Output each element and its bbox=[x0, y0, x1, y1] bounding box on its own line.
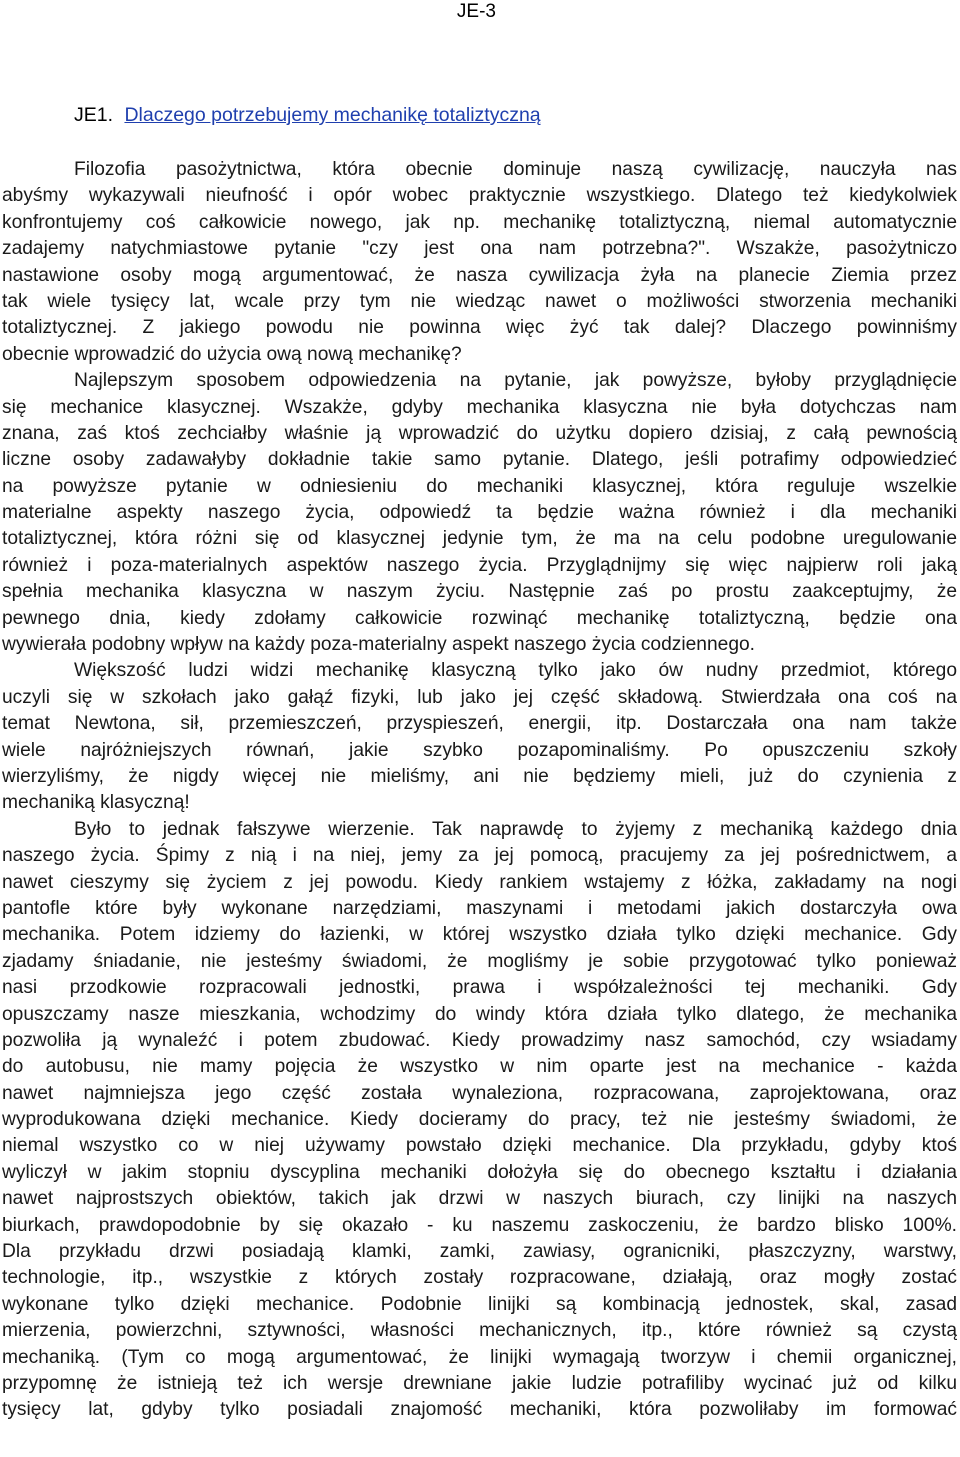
text-line: do autobusu, nie mamy pojęcia że wszystko w nim oparte jest na mechanice - każda bbox=[2, 1056, 957, 1078]
section-heading bbox=[74, 102, 954, 128]
text-line: niemal wszystko co w niej używamy powstało dzięki mechanice. Dla przykładu, gdyby ktoś bbox=[2, 1135, 957, 1157]
text-line: nawet najprostszych obiektów, takich jak drzwi w naszych biurach, czy linijki na naszych bbox=[2, 1188, 957, 1210]
text-line: Najlepszym sposobem odpowiedzenia na pytanie, jak powyższe, byłoby przyglądnięcie bbox=[74, 370, 957, 392]
text-line: pozwoliła ją wynaleźć i potem zbudować. Kiedy prowadzimy nasz samochód, czy wsiadamy bbox=[2, 1029, 957, 1051]
text-line: abyśmy wykazywali nieufność i opór wobec praktycznie wszystkiego. Dlatego też kiedykolwiek bbox=[2, 185, 957, 207]
text-line: liczne osoby zadawałyby dokładnie takie samo pytanie. Dlatego, jeśli potrafimy odpowiedzieć bbox=[2, 449, 957, 471]
text-line: również i poza-materialnych aspektów naszego życia. Przyglądnijmy się więc najpierw roli jaką bbox=[2, 554, 957, 576]
text-line: Filozofia pasożytnictwa, która obecnie dominuje naszą cywilizację, nauczyła nas bbox=[74, 159, 957, 180]
text-line: obecnie wprowadzić do użycia ową nową mechanikę? bbox=[2, 343, 462, 365]
text-line: znana, zaś ktoś zechciałby właśnie ją wprowadzić do użytku dopiero dzisiaj, z całą pewnością bbox=[2, 422, 957, 444]
text-line: pewnego dnia, kiedy zdołamy całkowicie rozwinąć mechanikę totaliztyczną, będzie ona bbox=[2, 607, 957, 629]
text-line: opuszczamy nasze mieszkania, wchodzimy do windy która działa tylko dlatego, że mechanika bbox=[2, 1003, 957, 1025]
text-line: wykonane tylko dzięki mechanice. Podobnie linijki są kombinacją jednostek, skal, zasad bbox=[2, 1293, 957, 1315]
section-title-link[interactable]: Dlaczego potrzebujemy mechanikę totaliztyczną bbox=[124, 104, 541, 126]
text-line: technologie, itp., wszystkie z których zostały rozpracowane, działają, oraz mogły zostać bbox=[2, 1267, 957, 1289]
text-line: tysięcy lat, gdyby tylko posiadali znajomość mechaniki, która pozwoliłaby im formować bbox=[2, 1399, 957, 1421]
text-line: nawet najmniejsza jego część została wynaleziona, rozpracowana, zaprojektowana, oraz bbox=[2, 1082, 957, 1104]
document-body bbox=[2, 157, 957, 1424]
section-number: JE1. bbox=[74, 104, 114, 126]
text-line: zjadamy śniadanie, nie jesteśmy świadomi, że mogliśmy je sobie przygotować tylko ponieważ bbox=[2, 950, 957, 972]
text-line: totaliztycznej, która różni się od klasycznej jedynie tym, że ma na celu podobne uregulowanie bbox=[2, 528, 957, 550]
text-line: totaliztycznej. Z jakiego powodu nie powinna więc żyć tak dalej? Dlaczego powinniśmy bbox=[2, 317, 957, 339]
page-code: JE-3 bbox=[456, 1, 496, 22]
text-line: przypomnę że istnieją też ich wersje drewniane jakie ludzie potrafiliby wycinać już od kilku bbox=[2, 1372, 957, 1394]
text-line: na powyższe pytanie w odniesieniu do mechaniki klasycznej, która reguluje wszelkie bbox=[2, 475, 957, 497]
text-line: Było to jednak fałszywe wierzenie. Tak naprawdę to żyjemy z mechaniką każdego dnia bbox=[74, 818, 957, 840]
text-line: wywierała podobny wpływ na każdy poza-materialny aspekt naszego życia codziennego. bbox=[2, 634, 755, 656]
text-line: wiele najróżniejszych równań, jakie szybko pozapominaliśmy. Po opuszczeniu szkoły bbox=[2, 739, 957, 761]
text-line: tak wiele tysięcy lat, wcale przy tym nie wiedząc nawet o możliwości stworzenia mechaniki bbox=[2, 290, 957, 312]
text-line: konfrontujemy coś całkowicie nowego, jak np. mechanikę totaliztyczną, niemal automatycznie bbox=[2, 211, 957, 233]
text-line: mierzenia, powierzchni, sztywności, własności mechanicznych, itp., które również są czystą bbox=[2, 1320, 957, 1342]
text-line: uczyli się w szkołach jako gałąź fizyki, lub jako jej część składową. Stwierdzała ona coś na bbox=[2, 686, 957, 708]
text-line: materialne aspekty naszego życia, odpowiedź ta będzie ważna również i dla mechaniki bbox=[2, 502, 957, 524]
text-line: mechaniką klasyczną! bbox=[2, 792, 190, 814]
text-line: wyprodukowana dzięki mechanice. Kiedy docieramy do pracy, też nie jesteśmy świadomi, że bbox=[2, 1109, 957, 1131]
text-line: temat Newtona, sił, przemieszczeń, przyspieszeń, energii, itp. Dostarczała ona nam także bbox=[2, 713, 957, 735]
page-header bbox=[0, 0, 960, 26]
text-line: nawet cieszymy się życiem z jej powodu. Kiedy rankiem wstajemy z łóżka, zakładamy na nogi bbox=[2, 871, 957, 893]
text-line: mechaniką. (Tym co mogą argumentować, że linijki wymagają tworzyw i chemii organicznej, bbox=[2, 1346, 957, 1368]
text-line: mechanika. Potem idziemy do łazienki, w której wszystko działa tylko dzięki mechanice. Gdy bbox=[2, 924, 957, 946]
text-line: się mechanice klasycznej. Wszakże, gdyby mechanika klasyczna nie była dotychczas nam bbox=[2, 396, 957, 418]
text-line: Większość ludzi widzi mechanikę klasyczną tylko jako ów nudny przedmiot, którego bbox=[74, 660, 957, 682]
text-line: biurkach, prawdopodobnie by się okazało - ku naszemu zaskoczeniu, że bardzo blisko 100%. bbox=[2, 1214, 957, 1236]
text-line: zadajemy natychmiastowe pytanie "czy jest ona nam potrzebna?". Wszakże, pasożytniczo bbox=[2, 238, 957, 260]
text-line: naszego życia. Śpimy z nią i na niej, jemy za jej pomocą, pracujemy za jej pośrednictwem, a bbox=[2, 845, 957, 867]
text-line: nasi przodkowie rozpracowali jednostki, prawa i współzależności tej mechaniki. Gdy bbox=[2, 977, 957, 999]
text-line: wyliczył w jakim stopniu dyscyplina mechaniki dołożyła się do obecnego kształtu i działania bbox=[2, 1161, 957, 1183]
text-line: spełnia mechanika klasyczna w naszym życiu. Następnie zaś po prostu zaakceptujmy, że bbox=[2, 581, 957, 603]
text-line: nastawione osoby mogą argumentować, że nasza cywilizacja żyła na planecie Ziemia przez bbox=[2, 264, 957, 286]
text-line: pantofle które były wykonane narzędziami, maszynami i metodami jakich dostarczyła owa bbox=[2, 897, 957, 919]
text-line: Dla przykładu drzwi posiadają klamki, zamki, zawiasy, ogranicniki, płaszczyzny, warstwy, bbox=[2, 1241, 957, 1263]
text-line: wierzyliśmy, że nigdy więcej nie mieliśmy, ani nie będziemy mieli, już do czynienia z bbox=[2, 765, 957, 787]
